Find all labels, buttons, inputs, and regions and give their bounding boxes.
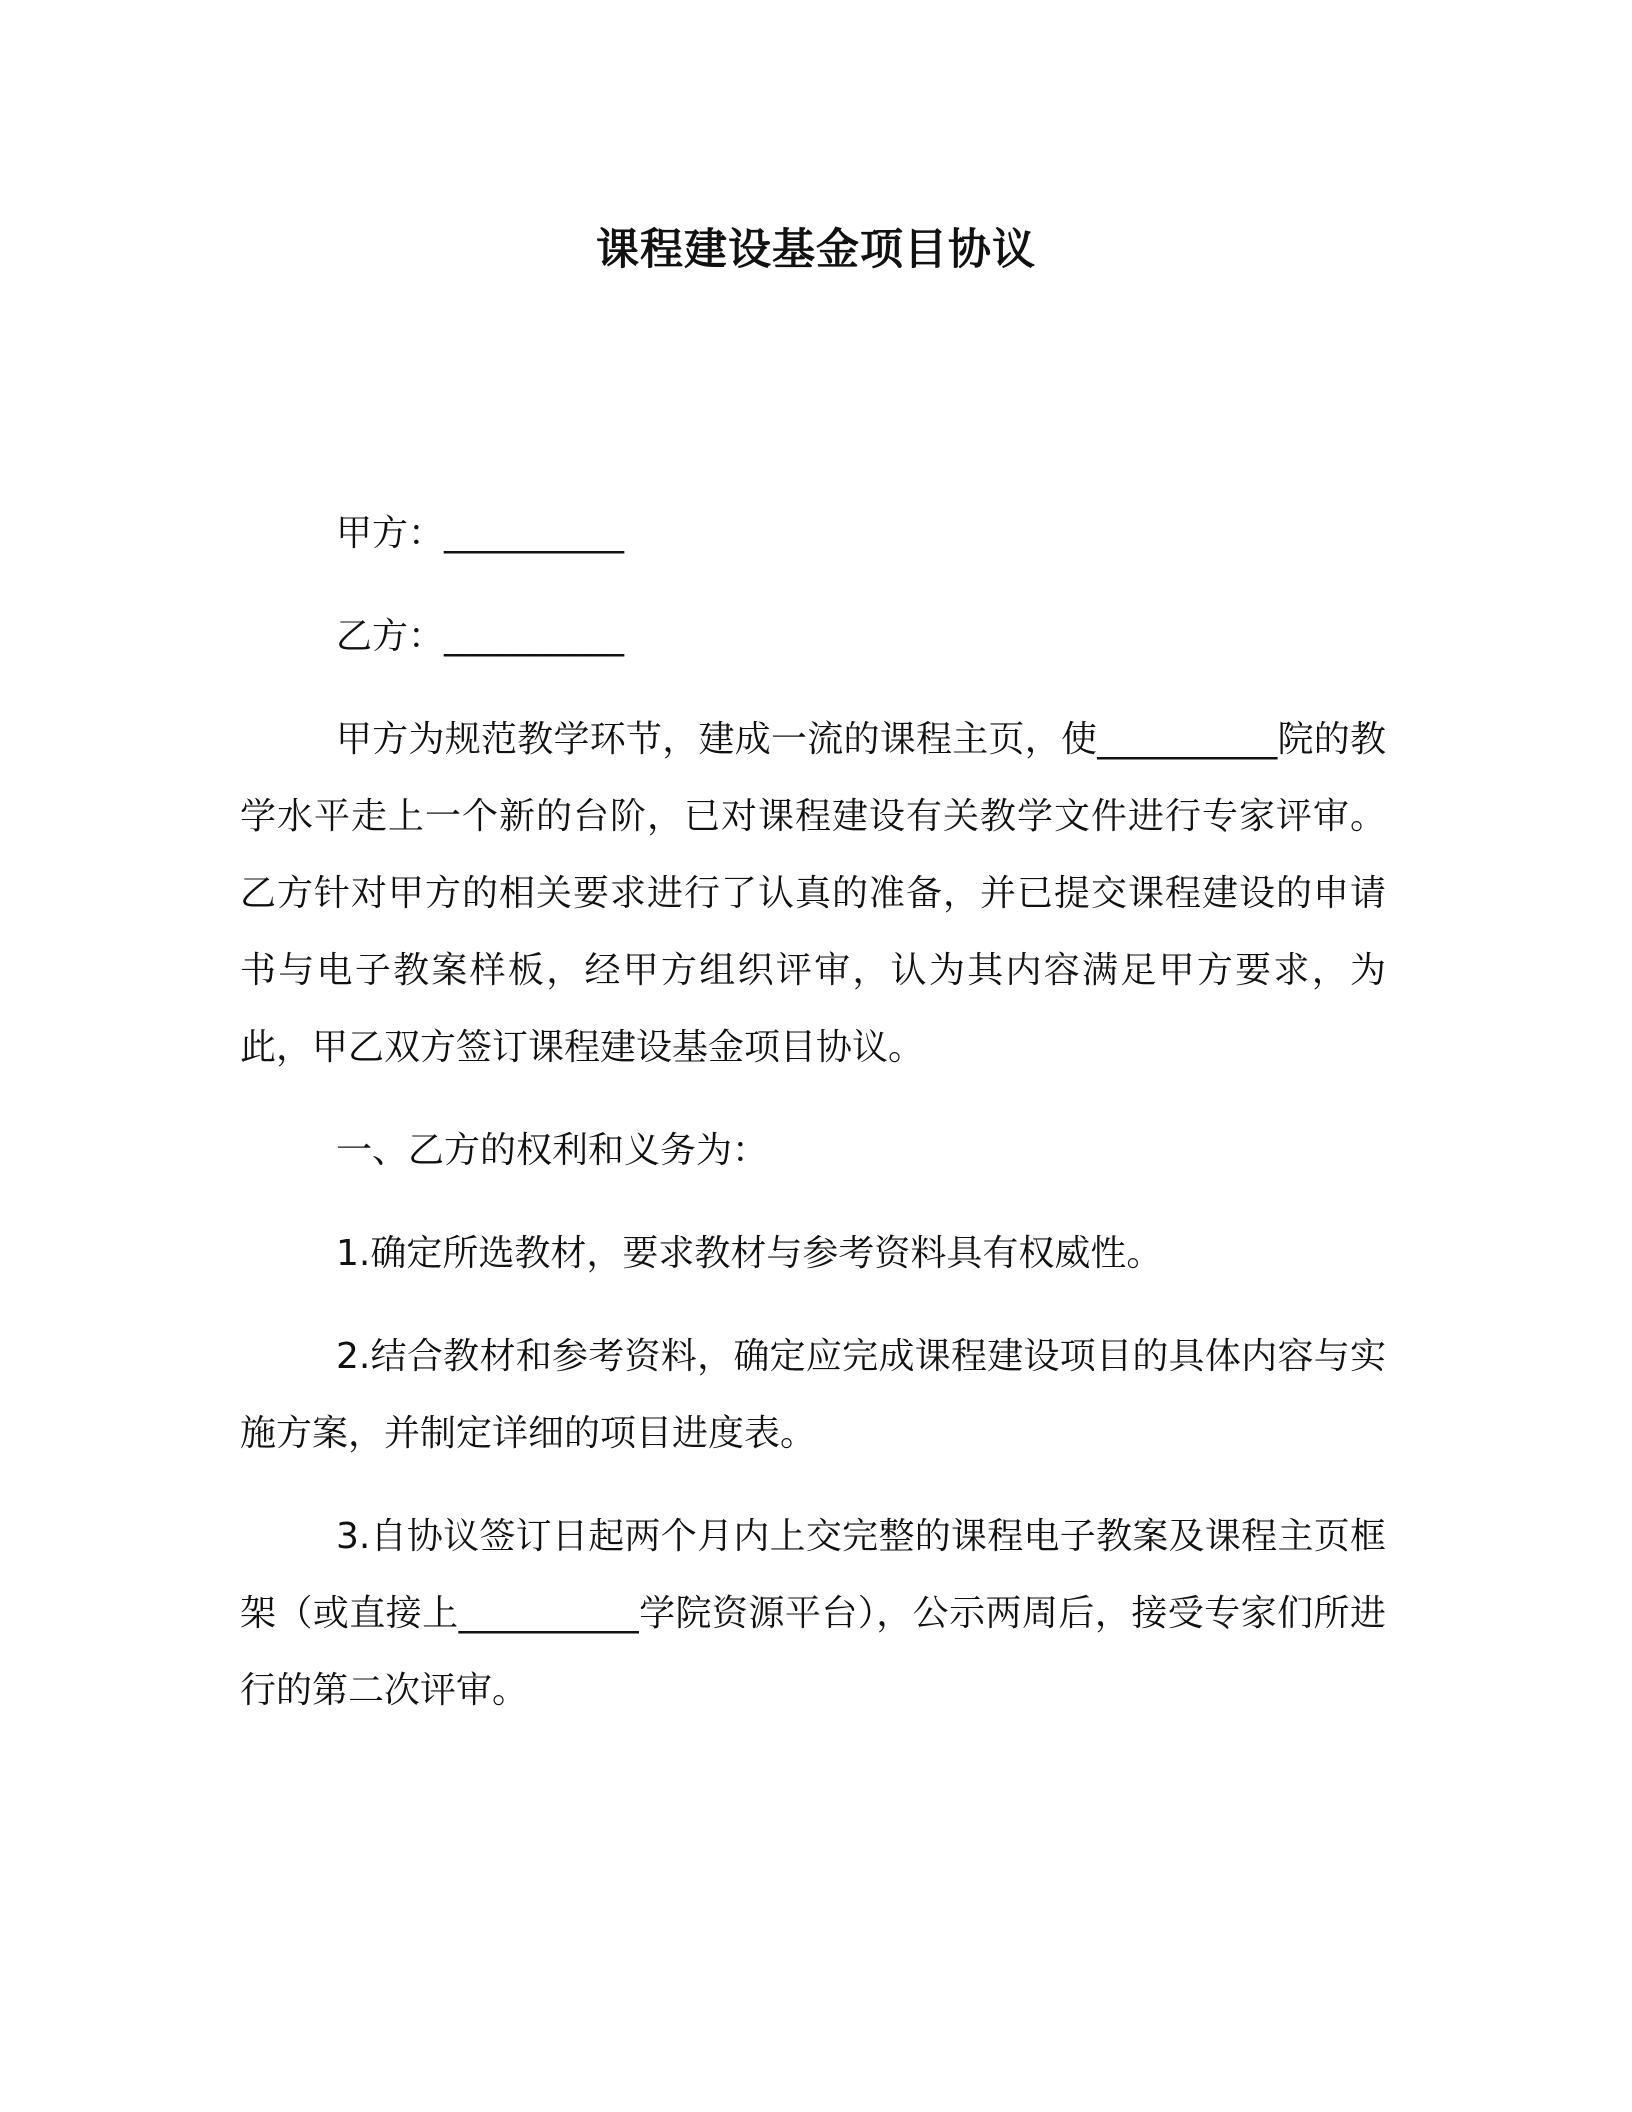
intro-paragraph: 甲方为规范教学环节，建成一流的课程主页，使__________院的教学水平走上一个新的台阶，已对课程建设有关教学文件进行专家评审。乙方针对甲方的相关要求进行了认真的准备，并已提交课程建设的申请书与电子教案样板，经甲方组织评审，认为其内容满足甲方要求，为此，甲乙双方签订课程建设基金项目协议。 [240,719,1386,1068]
document-title: 课程建设基金项目协议 [596,225,1036,275]
list-item-3: 3.自协议签订日起两个月内上交完整的课程电子教案及课程主页框架（或直接上__________学院资源平台），公示两周后，接受专家们所进行的第二次评审。 [240,1516,1386,1711]
list-item-2: 2.结合教材和参考资料，确定应完成课程建设项目的具体内容与实施方案，并制定详细的项目进度表。 [240,1336,1386,1454]
party-b-line: 乙方：__________ [336,616,625,657]
party-a-line: 甲方：__________ [336,513,625,554]
section-heading: 一、乙方的权利和义务为： [336,1130,769,1171]
document-body [240,495,1386,1755]
list-item-1: 1.确定所选教材，要求教材与参考资料具有权威性。 [336,1233,1163,1274]
